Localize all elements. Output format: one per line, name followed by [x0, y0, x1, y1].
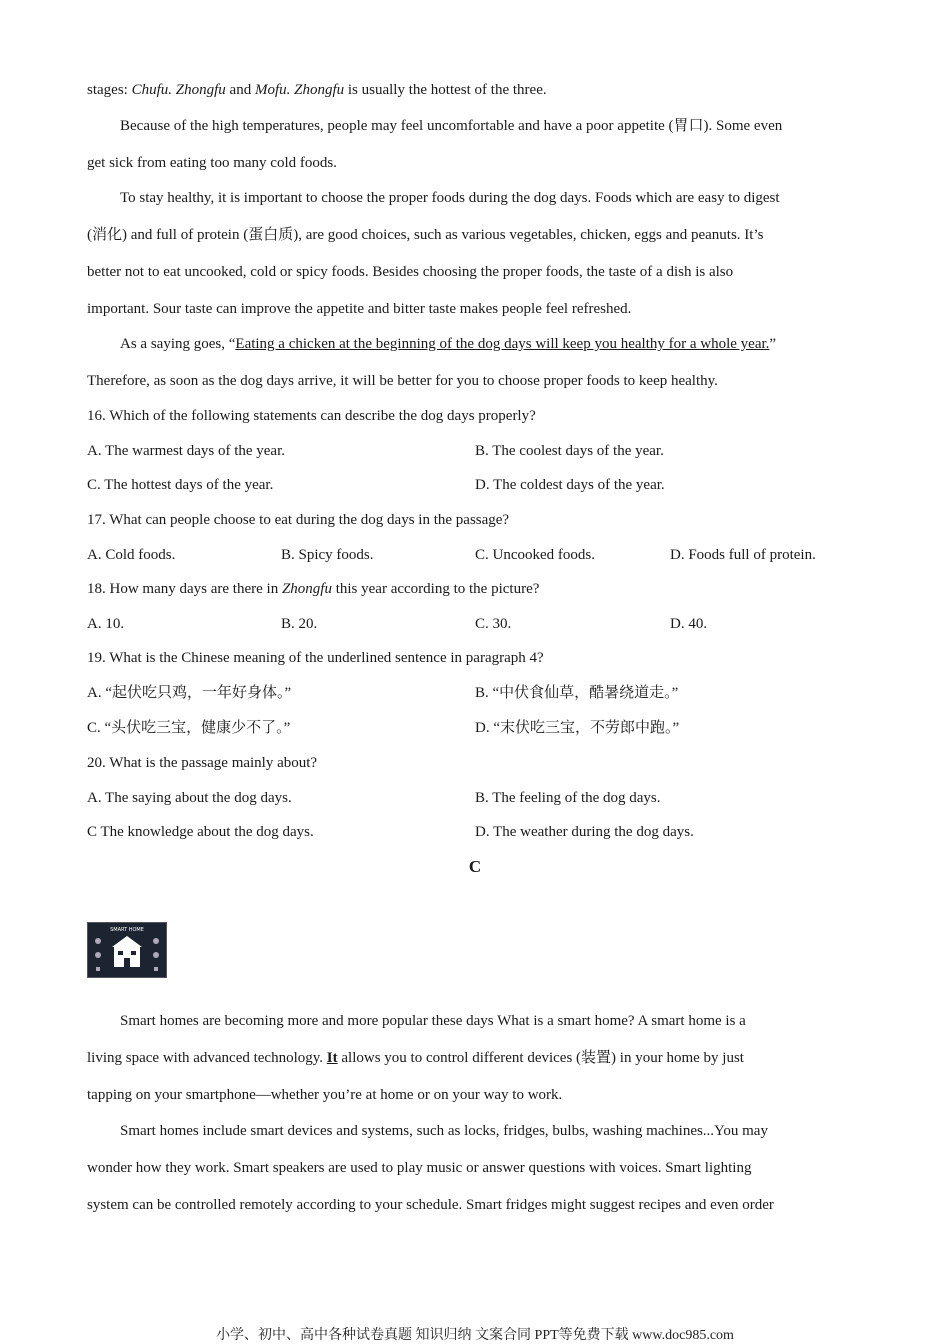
image-caption: SMART HOME — [110, 927, 144, 933]
paragraph-line: get sick from eating too many cold foods. — [87, 155, 337, 171]
paragraph-line: Because of the high temperatures, people may feel uncomfortable and have a poor appetite (胃口). Some even — [120, 118, 783, 134]
option-17b: B. Spicy foods. — [281, 547, 374, 563]
option-20a: A. The saying about the dog days. — [87, 790, 292, 806]
option-18d: D. 40. — [670, 616, 708, 632]
option-20d: D. The weather during the dog days. — [475, 824, 694, 840]
option-18b: B. 20. — [281, 616, 318, 632]
option-18a: A. 10. — [87, 616, 125, 632]
paragraph-line: Smart homes are becoming more and more popular these days What is a smart home? A smart home is a — [120, 1013, 746, 1029]
option-19d: D. “末伏吃三宝，不劳郎中跑。” — [475, 720, 680, 736]
page-footer: 小学、初中、高中各种试卷真题 知识归纳 文案合同 PPT等免费下载 www.doc985.com — [216, 1328, 734, 1343]
underlined-sentence: Eating a chicken at the beginning of the dog days will keep you healthy for a whole year. — [235, 336, 770, 352]
paragraph-line: Therefore, as soon as the dog days arrive, it will be better for you to choose proper foods to keep healthy. — [87, 373, 718, 389]
paragraph-line: (消化) and full of protein (蛋白质), are good choices, such as various vegetables, chicken, eggs and peanuts. It’s — [87, 227, 764, 243]
option-17c: C. Uncooked foods. — [475, 547, 595, 563]
paragraph-line: Smart homes include smart devices and systems, such as locks, fridges, bulbs, washing machines...You may — [120, 1123, 768, 1139]
option-17a: A. Cold foods. — [87, 547, 176, 563]
option-16d: D. The coldest days of the year. — [475, 477, 665, 493]
option-20c: C The knowledge about the dog days. — [87, 824, 314, 840]
paragraph-line: To stay healthy, it is important to choose the proper foods during the dog days. Foods which are easy to digest — [120, 190, 780, 206]
question-16: 16. Which of the following statements can describe the dog days properly? — [87, 408, 536, 424]
option-19a: A. “起伏吃只鸡，一年好身体。” — [87, 685, 292, 701]
option-19c: C. “头伏吃三宝，健康少不了。” — [87, 720, 291, 736]
question-19: 19. What is the Chinese meaning of the underlined sentence in paragraph 4? — [87, 650, 544, 666]
option-16b: B. The coolest days of the year. — [475, 443, 664, 459]
option-16c: C. The hottest days of the year. — [87, 477, 274, 493]
paragraph-line: stages: Chufu. Zhongfu and Mofu. Zhongfu is usually the hottest of the three. — [87, 82, 547, 98]
underlined-it: It — [326, 1050, 338, 1066]
option-18c: C. 30. — [475, 616, 512, 632]
question-17: 17. What can people choose to eat during the dog days in the passage? — [87, 512, 510, 528]
question-18: 18. How many days are there in Zhongfu this year according to the picture? — [87, 581, 540, 597]
paragraph-line: As a saying goes, “Eating a chicken at the beginning of the dog days will keep you healthy for a whole year.” — [120, 336, 777, 352]
paragraph-line: wonder how they work. Smart speakers are used to play music or answer questions with voices. Smart lighting — [87, 1160, 752, 1176]
option-20b: B. The feeling of the dog days. — [475, 790, 661, 806]
smart-home-illustration-icon — [88, 923, 166, 977]
paragraph-line: tapping on your smartphone—whether you’re at home or on your way to work. — [87, 1087, 563, 1103]
paragraph-line: living space with advanced technology. It allows you to control different devices (装置) in your home by just — [87, 1050, 744, 1066]
paragraph-line: system can be controlled remotely according to your schedule. Smart fridges might suggest recipes and even order — [87, 1197, 774, 1213]
option-19b: B. “中伏食仙草，酷暑绕道走。” — [475, 685, 679, 701]
option-16a: A. The warmest days of the year. — [87, 443, 285, 459]
question-20: 20. What is the passage mainly about? — [87, 755, 318, 771]
option-17d: D. Foods full of protein. — [670, 547, 816, 563]
section-heading-c: C — [468, 857, 482, 876]
paragraph-line: better not to eat uncooked, cold or spicy foods. Besides choosing the proper foods, the taste of a dish is also — [87, 264, 734, 280]
smart-home-image — [87, 922, 167, 978]
paragraph-line: important. Sour taste can improve the appetite and bitter taste makes people feel refreshed. — [87, 301, 632, 317]
